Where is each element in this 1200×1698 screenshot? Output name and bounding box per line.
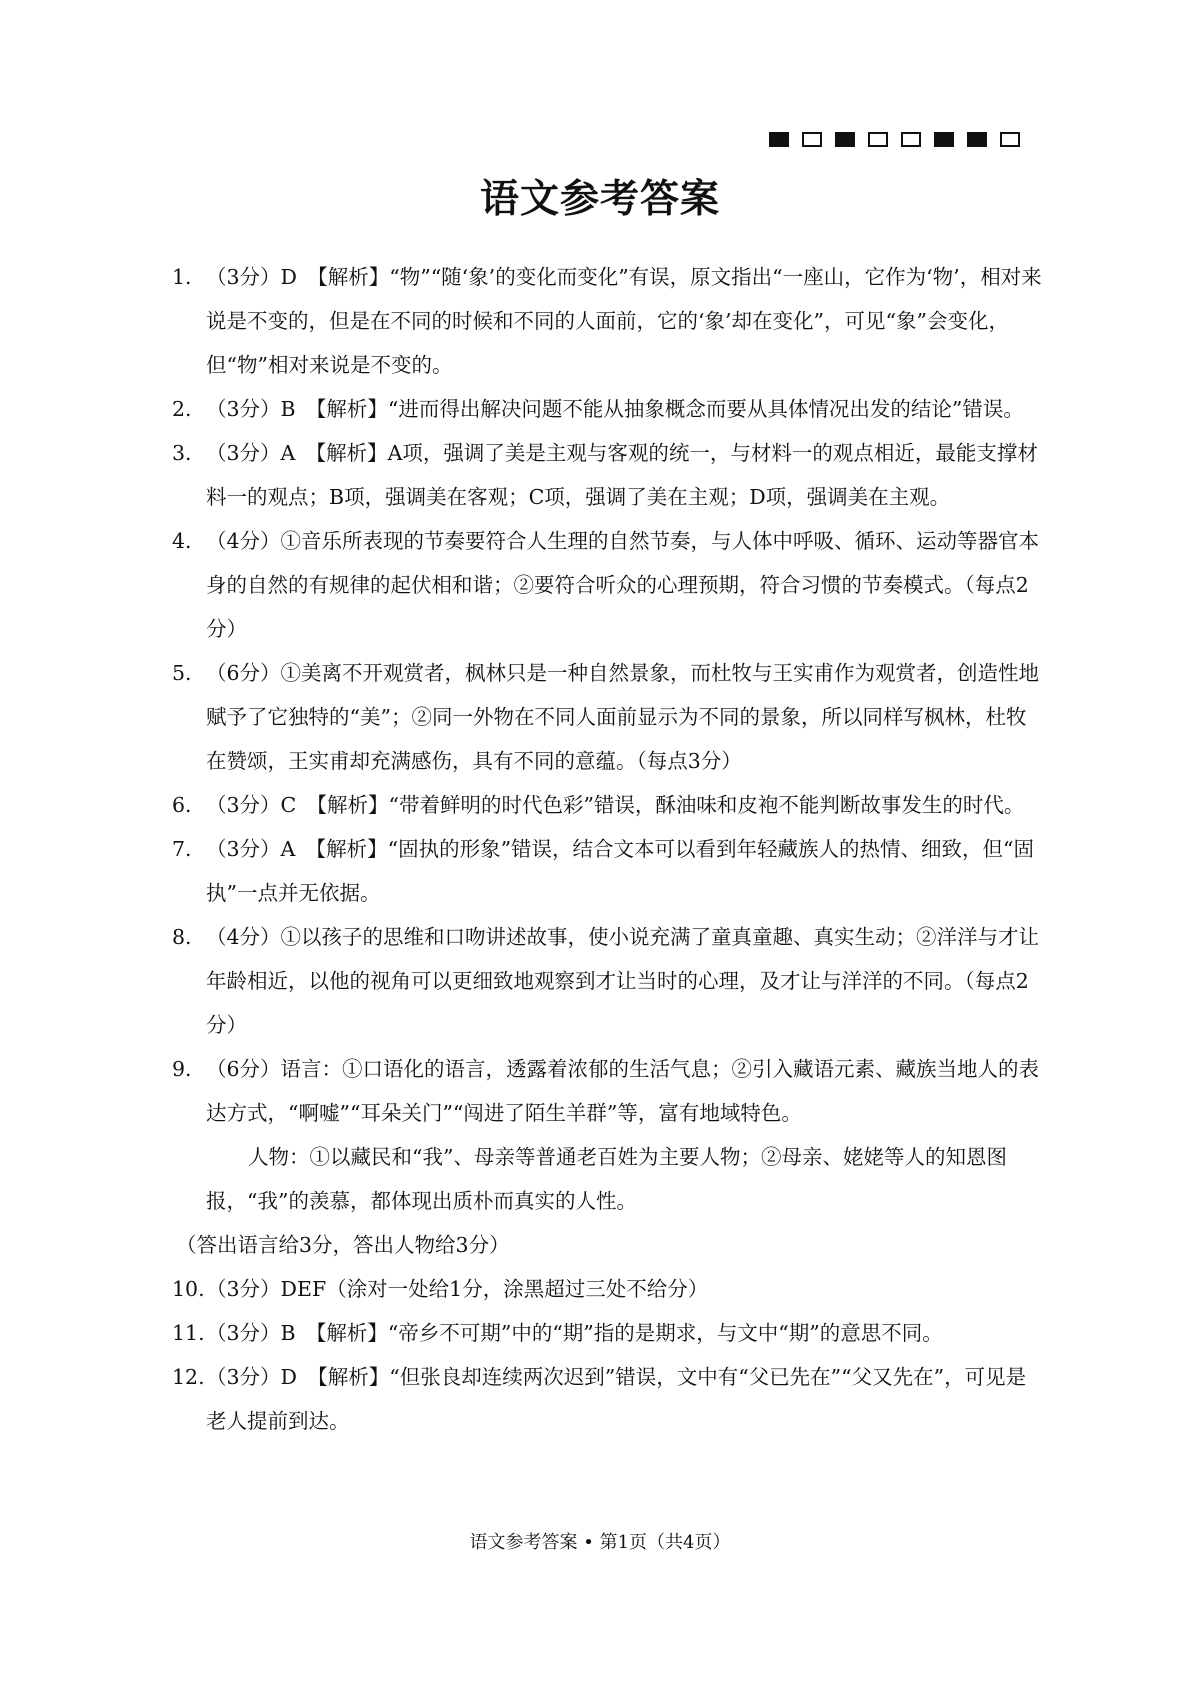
filled-block-icon [934, 132, 954, 147]
filled-block-icon [967, 132, 987, 147]
answer-item-10 [172, 1267, 1042, 1311]
item-text: （4分）①音乐所表现的节奏要符合人生理的自然节奏，与人体中呼吸、循环、运动等器官本身的自然的有规律的起伏相和谐；②要符合听众的心理预期，符合习惯的节奏模式。（每点2分） [206, 529, 1040, 641]
item-number: 1. [172, 265, 192, 289]
page-title: 语文参考答案 [479, 176, 720, 222]
item-text: （6分）①美离不开观赏者，枫林只是一种自然景象，而杜牧与王实甫作为观赏者，创造性地赋予了它独特的“美”；②同一外物在不同人面前显示为不同的景象，所以同样写枫林，杜牧在赞颂，王实甫却充满感伤，具有不同的意蕴。（每点3分） [206, 661, 1040, 773]
answer-item-11 [172, 1311, 1042, 1355]
item-number: 11. [172, 1321, 205, 1345]
answer-list [172, 255, 1042, 1443]
filled-block-icon [769, 132, 789, 147]
item-text: （3分）C 【解析】“带着鲜明的时代色彩”错误，酥油味和皮袍不能判断故事发生的时代。 [206, 793, 1025, 817]
answer-item-12 [172, 1355, 1042, 1443]
item-number: 10. [172, 1277, 205, 1301]
filled-block-icon [835, 132, 855, 147]
item-text: （3分）B 【解析】“进而得出解决问题不能从抽象概念而要从具体情况出发的结论”错误。 [206, 397, 1024, 421]
empty-block-icon [802, 132, 822, 147]
page-footer: 语文参考答案 • 第1页（共4页） [469, 1532, 731, 1553]
item-number: 3. [172, 441, 192, 465]
item-text: （3分）D 【解析】“但张良却连续两次迟到”错误，文中有“父已先在”“父又先在”，可见是老人提前到达。 [206, 1365, 1027, 1433]
answer-item-9-continuation: 人物：①以藏民和“我”、母亲等普通老百姓为主要人物；②母亲、姥姥等人的知恩图报，“我”的羡慕，都体现出质朴而真实的人性。 [206, 1145, 1007, 1213]
item-number: 5. [172, 661, 192, 685]
item-number: 12. [172, 1365, 205, 1389]
answer-item-1 [172, 255, 1042, 387]
empty-block-icon [868, 132, 888, 147]
item-text: （3分）A 【解析】A项，强调了美是主观与客观的统一，与材料一的观点相近，最能支撑材料一的观点；B项，强调美在客观；C项，强调了美在主观；D项，强调美在主观。 [206, 441, 1038, 509]
item-number: 2. [172, 397, 192, 421]
answer-item-4 [172, 519, 1042, 651]
item-number: 8. [172, 925, 192, 949]
item-number: 4. [172, 529, 192, 553]
item-number: 6. [172, 793, 192, 817]
empty-block-icon [1000, 132, 1020, 147]
empty-block-icon [901, 132, 921, 147]
answer-item-8 [172, 915, 1042, 1047]
item-number: 9. [172, 1057, 192, 1081]
answer-item-9-scoring-note: （答出语言给3分，答出人物给3分） [176, 1233, 510, 1257]
answer-item-3 [172, 431, 1042, 519]
answer-item-7 [172, 827, 1042, 915]
item-text: （3分）B 【解析】“帝乡不可期”中的“期”指的是期求，与文中“期”的意思不同。 [206, 1321, 943, 1345]
item-text: （3分）DEF（涂对一处给1分，涂黑超过三处不给分） [206, 1277, 709, 1301]
answer-item-9 [172, 1047, 1042, 1135]
answer-item-5 [172, 651, 1042, 783]
header-marker-blocks [769, 132, 1020, 147]
item-text: （3分）D 【解析】“物”“随‘象’的变化而变化”有误，原文指出“一座山，它作为‘物’，相对来说是不变的，但是在不同的时候和不同的人面前，它的‘象’却在变化”，可见“象”会变化，但“物”相对来说是不变的。 [206, 265, 1042, 377]
item-text: （6分）语言：①口语化的语言，透露着浓郁的生活气息；②引入藏语元素、藏族当地人的表达方式，“啊嘘”“耳朵关门”“闯进了陌生羊群”等，富有地域特色。 [206, 1057, 1040, 1125]
answer-item-6 [172, 783, 1042, 827]
item-text: （3分）A 【解析】“固执的形象”错误，结合文本可以看到年轻藏族人的热情、细致，但“固执”一点并无依据。 [206, 837, 1035, 905]
answer-item-2 [172, 387, 1042, 431]
item-text: （4分）①以孩子的思维和口吻讲述故事，使小说充满了童真童趣、真实生动；②洋洋与才让年龄相近，以他的视角可以更细致地观察到才让当时的心理，及才让与洋洋的不同。（每点2分） [206, 925, 1040, 1037]
item-number: 7. [172, 837, 192, 861]
